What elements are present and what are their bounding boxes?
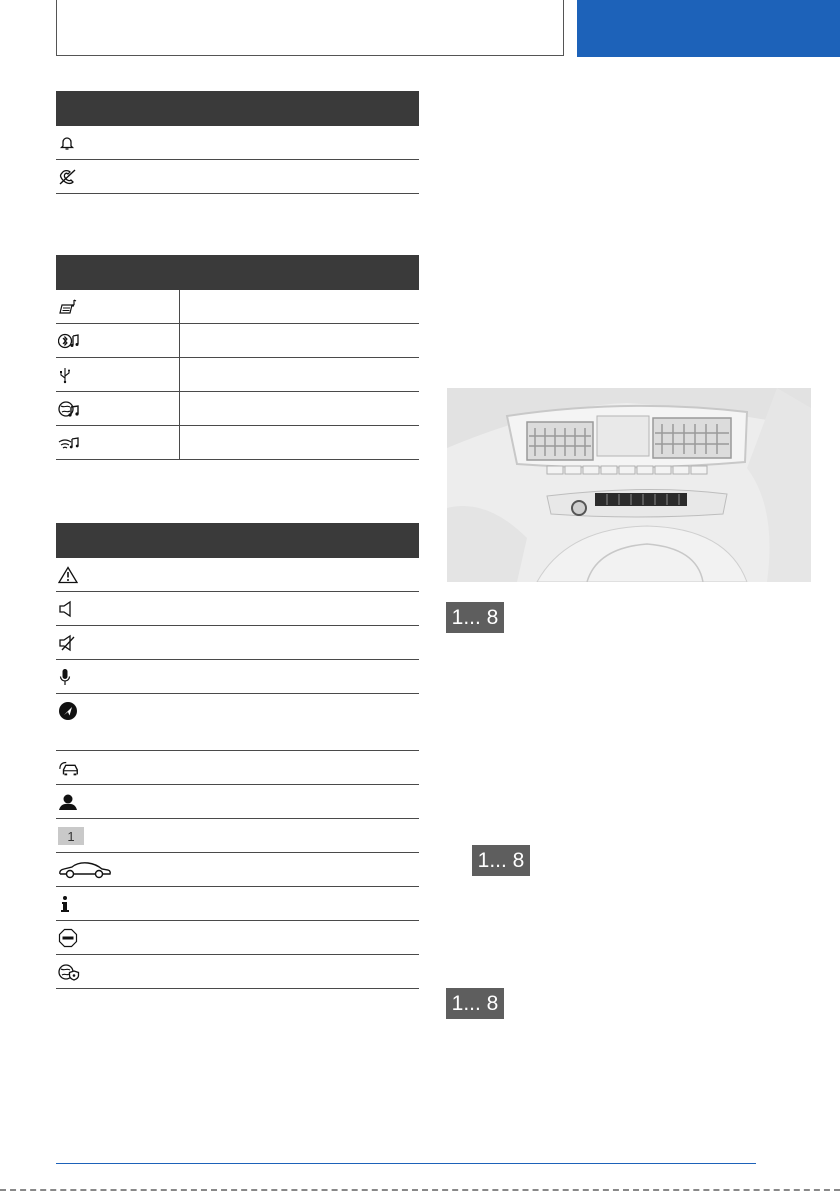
bell-icon (58, 133, 80, 153)
table-row (56, 558, 419, 592)
warning-triangle-icon (58, 565, 80, 585)
chapter-tab (577, 0, 840, 57)
button-range-badge: 1... 8 (472, 845, 530, 876)
table-row (56, 853, 419, 887)
user-profile-icon (58, 792, 80, 812)
symbol-table-2 (56, 255, 419, 460)
table-row (56, 660, 419, 694)
online-security-icon (58, 962, 80, 982)
button-range-badge: 1... 8 (446, 988, 504, 1019)
audio-source-icon (58, 297, 80, 317)
header-title-box (56, 0, 564, 56)
button-range-badge: 1... 8 (446, 602, 504, 633)
usb-icon (58, 365, 80, 385)
table-header (56, 255, 419, 290)
navigation-arrow-icon (58, 701, 80, 721)
symbol-table-3 (56, 523, 419, 989)
symbol-table-1 (56, 91, 419, 194)
page-edge (0, 1189, 840, 1191)
vehicle-connect-icon (58, 758, 80, 778)
number-box-icon (58, 826, 114, 846)
phone-off-icon (58, 167, 80, 187)
table-row (56, 819, 419, 853)
table-row (56, 785, 419, 819)
table-row (56, 290, 419, 324)
car-icon (58, 860, 114, 880)
table-row (56, 592, 419, 626)
footer-divider (56, 1163, 756, 1164)
table-row (56, 358, 419, 392)
table-row (56, 955, 419, 989)
number-box-label: 1 (58, 827, 84, 845)
microphone-icon (58, 667, 80, 687)
table-header (56, 91, 419, 126)
speaker-muted-icon (58, 633, 80, 653)
table-header (56, 523, 419, 558)
table-row (56, 426, 419, 460)
table-row (56, 694, 419, 751)
bluetooth-audio-icon (58, 331, 80, 351)
table-row (56, 392, 419, 426)
table-row (56, 126, 419, 160)
stop-sign-icon (58, 928, 80, 948)
table-row (56, 751, 419, 785)
table-row (56, 626, 419, 660)
info-icon (58, 894, 80, 914)
online-audio-icon (58, 399, 80, 419)
table-row (56, 324, 419, 358)
dashboard-photo (447, 388, 811, 582)
wifi-audio-icon (58, 433, 80, 453)
table-row (56, 921, 419, 955)
table-row (56, 160, 419, 194)
table-row (56, 887, 419, 921)
speaker-icon (58, 599, 80, 619)
